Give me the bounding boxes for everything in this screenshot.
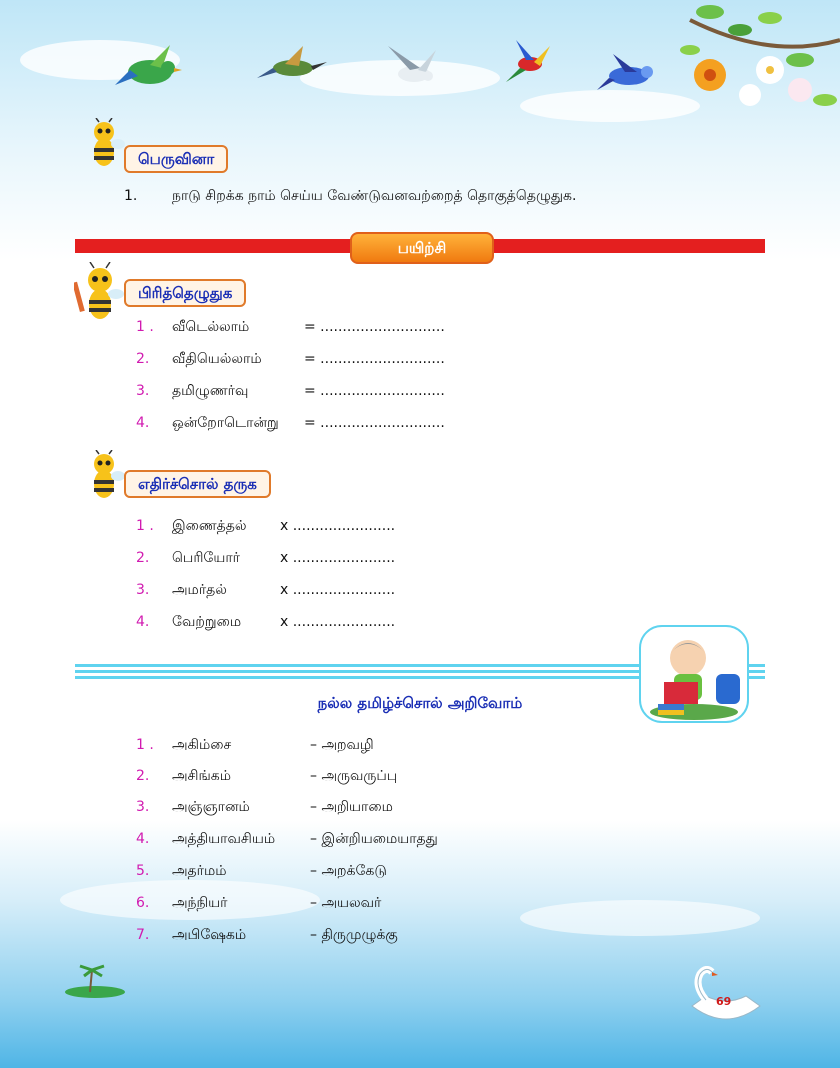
item-word: வீதியெல்லாம் [172,351,262,367]
item-word: ஒன்றோடொன்று [172,415,279,431]
item-number: 2. [136,768,150,784]
flower-branch-illustration [650,0,840,130]
item-word: வீடெல்லாம் [172,319,250,335]
practice-banner-label: பயிற்சி [350,232,494,264]
answer-blank: = ............................ [304,319,445,335]
island-illustration [60,960,130,1000]
list-item [0,766,840,786]
answer-blank: x ....................... [280,518,396,534]
item-word: அகிம்சை [172,737,232,753]
list-item [0,925,840,945]
list-item [0,516,840,536]
item-word: அசிங்கம் [172,768,232,784]
bird-illustration [110,40,190,95]
item-word: பெரியோர் [172,550,240,566]
list-item [0,413,840,433]
item-number: 7. [136,927,150,943]
item-word: அதர்மம் [172,863,227,879]
item-number: 3. [136,383,150,399]
item-word: தமிழுணர்வு [172,383,249,399]
answer-blank: = ............................ [304,351,445,367]
item-meaning: – இன்றியமையாதது [310,831,438,847]
item-word: அந்நியர் [172,895,228,911]
item-number: 2. [136,351,150,367]
item-meaning: – அருவருப்பு [310,768,398,784]
section-title-long-question: பெருவினா [124,145,228,173]
page-number: 69 [716,995,732,1008]
bird-illustration [255,40,335,90]
list-item [0,829,840,849]
item-word: அஞ்ஞானம் [172,799,250,815]
item-meaning: – அயலவர் [310,895,382,911]
item-meaning: – அறக்கேடு [310,863,387,879]
item-word: அமர்தல் [172,582,227,598]
list-item [0,797,840,817]
bee-mascot-icon [84,118,126,170]
item-number: 3. [136,582,150,598]
item-number: 1 . [136,737,154,753]
list-item [0,349,840,369]
answer-blank: x ....................... [280,614,396,630]
section-title-antonyms: எதிர்ச்சொல் தருக [124,470,271,498]
question-text: நாடு சிறக்க நாம் செய்ய வேண்டுவனவற்றைத் தொகுத்தெழுதுக. [172,188,577,204]
question-number: 1. [124,188,138,204]
answer-blank: x ....................... [280,582,396,598]
bee-mascot-icon [84,450,126,502]
answer-blank: x ....................... [280,550,396,566]
bird-illustration [380,40,450,95]
list-item [0,893,840,913]
item-number: 1 . [136,518,154,534]
item-meaning: – அறவழி [310,737,374,753]
section-title-good-tamil-words: நல்ல தமிழ்ச்சொல் அறிவோம் [317,694,523,712]
item-number: 4. [136,614,150,630]
item-number: 1 . [136,319,154,335]
section-title-split-words: பிரித்தெழுதுக [124,279,246,307]
item-number: 5. [136,863,150,879]
list-item [0,548,840,568]
item-meaning: – அறியாமை [310,799,393,815]
item-number: 2. [136,550,150,566]
answer-blank: = ............................ [304,415,445,431]
bird-illustration [500,38,560,88]
list-item [0,735,840,755]
answer-blank: = ............................ [304,383,445,399]
bee-mascot-icon [74,262,126,324]
item-word: அபிஷேகம் [172,927,247,943]
item-number: 4. [136,831,150,847]
list-item [0,861,840,881]
item-word: அத்தியாவசியம் [172,831,276,847]
list-item [0,580,840,600]
item-meaning: – திருமுழுக்கு [310,927,398,943]
item-word: வேற்றுமை [172,614,242,630]
item-number: 6. [136,895,150,911]
item-word: இணைத்தல் [172,518,247,534]
list-item [0,317,840,337]
item-number: 3. [136,799,150,815]
item-number: 4. [136,415,150,431]
list-item [0,381,840,401]
